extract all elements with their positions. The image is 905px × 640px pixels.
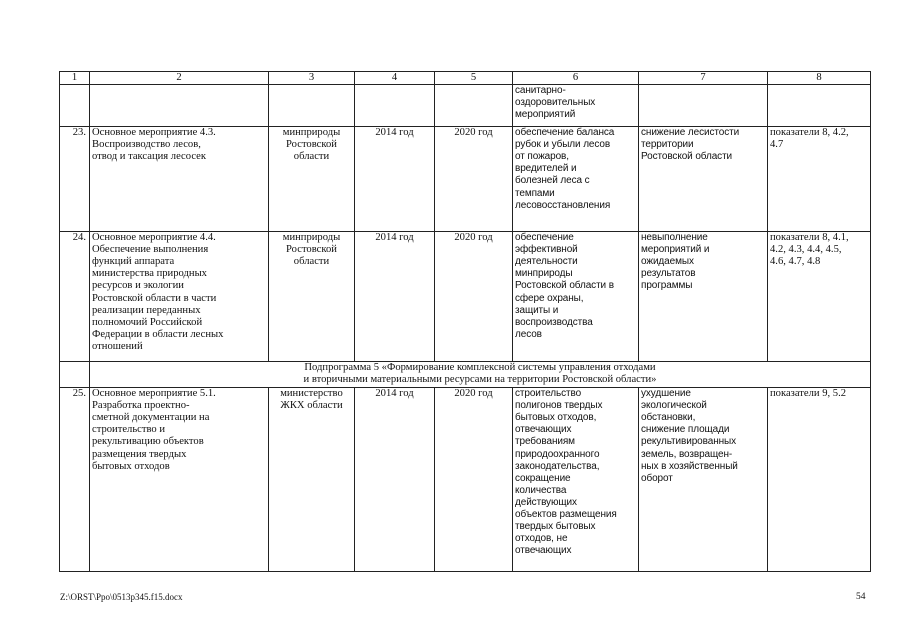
- text-line: от пожаров,: [515, 151, 569, 163]
- start-year-cell: 2014 год: [355, 388, 435, 572]
- executor-cell: [269, 127, 355, 232]
- text-line: отвечающих: [515, 545, 572, 557]
- text-line: действующих: [515, 496, 577, 508]
- table-header-row: [60, 72, 871, 85]
- header-cell: 8: [768, 72, 871, 85]
- text-line: санитарно-: [515, 85, 566, 97]
- consequence-cell: [639, 232, 768, 362]
- consequence-cell: [639, 388, 768, 572]
- text-line: оборот: [641, 472, 673, 484]
- text-line: 4.2, 4.3, 4.4, 4.5,: [770, 244, 842, 256]
- text-line: минприроды: [282, 232, 341, 244]
- page-number: 54: [856, 592, 866, 602]
- text-line: полномочий Российской: [92, 316, 203, 328]
- text-line: земель, возвращен-: [641, 448, 733, 460]
- text-line: показатели 8, 4.2,: [770, 127, 849, 139]
- text-line: обеспечение баланса: [515, 127, 615, 139]
- result-cell: [513, 127, 639, 232]
- text-line: сокращение: [515, 472, 571, 484]
- indicator-link-cell: [768, 127, 871, 232]
- text-line: Ростовской области в части: [92, 292, 217, 304]
- text-line: оздоровительных: [515, 97, 596, 109]
- text-line: Ростовской: [286, 244, 337, 256]
- text-line: сфере охраны,: [515, 292, 584, 304]
- measure-name-cell: [90, 127, 269, 232]
- text-line: экологической: [641, 400, 707, 412]
- text-line: болезней леса с: [515, 175, 590, 187]
- text-line: ных в хозяйственный: [641, 460, 738, 472]
- text-line: территории: [641, 139, 694, 151]
- text-line: бытовых отходов,: [515, 412, 597, 424]
- text-line: министерства природных: [92, 268, 207, 280]
- text-line: 4.6, 4.7, 4.8: [770, 256, 821, 268]
- indicator-link-cell: [768, 388, 871, 572]
- text-line: законодательства,: [515, 460, 600, 472]
- result-cell: [513, 232, 639, 362]
- text-line: вредителей и: [515, 163, 577, 175]
- table-row-continuation: [60, 85, 871, 127]
- text-line: программы: [641, 280, 693, 292]
- table-row-24: [60, 232, 871, 362]
- result-cell: [513, 85, 639, 127]
- text-line: Разработка проектно-: [92, 400, 190, 412]
- measures-table: [59, 71, 871, 572]
- text-line: лесов: [515, 328, 542, 340]
- text-line: объектов размещения: [515, 509, 617, 521]
- text-line: твердых бытовых: [515, 521, 596, 533]
- text-line: воспроизводства: [515, 316, 593, 328]
- text-line: показатели 8, 4.1,: [770, 232, 849, 244]
- header-cell: 1: [60, 72, 90, 85]
- text-line: Ростовской области: [641, 151, 733, 163]
- text-line: рекультивацию объектов: [92, 436, 204, 448]
- text-line: рубок и убыли лесов: [515, 139, 611, 151]
- text-line: 4.7: [770, 139, 784, 151]
- table-row-25: [60, 388, 871, 572]
- text-line: Основное мероприятие 4.3.: [92, 127, 216, 139]
- text-line: ухудшение: [641, 388, 691, 400]
- text-line: функций аппарата: [92, 256, 175, 268]
- indicator-link-cell: [768, 232, 871, 362]
- text-line: строительство: [515, 388, 582, 400]
- file-path: Z:\ORST\Ppo\0513p345.f15.docx: [60, 592, 183, 602]
- text-line: отвечающих: [515, 424, 572, 436]
- text-line: снижение лесистости: [641, 127, 740, 139]
- start-year-cell: 2014 год: [355, 127, 435, 232]
- text-line: темпами: [515, 187, 555, 199]
- text-line: Федерации в области лесных: [92, 328, 224, 340]
- text-line: результатов: [641, 268, 696, 280]
- text-line: Подпрограмма 5 «Формирование комплексной системы управления отходами: [304, 362, 656, 374]
- table-row-23: [60, 127, 871, 232]
- text-line: мероприятий: [515, 109, 576, 121]
- text-line: ожидаемых: [641, 256, 694, 268]
- row-number: 23.: [60, 127, 90, 232]
- text-line: Ростовской: [286, 139, 337, 151]
- header-cell: 5: [435, 72, 513, 85]
- measure-name-cell: [90, 232, 269, 362]
- text-line: отходов, не: [515, 533, 568, 545]
- text-line: обеспечение: [515, 232, 574, 244]
- text-line: отношений: [92, 340, 143, 352]
- row-number: 24.: [60, 232, 90, 362]
- text-line: ЖКХ области: [280, 400, 343, 412]
- text-line: области: [293, 151, 330, 163]
- text-line: Основное мероприятие 5.1.: [92, 388, 216, 400]
- text-line: полигонов твердых: [515, 400, 603, 412]
- header-cell: 7: [639, 72, 768, 85]
- text-line: невыполнение: [641, 232, 708, 244]
- end-year-cell: 2020 год: [435, 127, 513, 232]
- text-line: отвод и таксация лесосек: [92, 151, 206, 163]
- text-line: Обеспечение выполнения: [92, 244, 209, 256]
- text-line: строительство и: [92, 424, 166, 436]
- text-line: Ростовской области в: [515, 280, 614, 292]
- text-line: мероприятий и: [641, 244, 710, 256]
- text-line: эффективной: [515, 244, 578, 256]
- text-line: и вторичными материальными ресурсами на территории Ростовской области»: [303, 374, 657, 386]
- text-line: природоохранного: [515, 448, 600, 460]
- end-year-cell: 2020 год: [435, 388, 513, 572]
- text-line: показатели 9, 5.2: [770, 388, 847, 400]
- result-cell: [513, 388, 639, 572]
- text-line: размещения твердых: [92, 448, 187, 460]
- text-line: Основное мероприятие 4.4.: [92, 232, 216, 244]
- text-line: количества: [515, 484, 567, 496]
- row-number: 25.: [60, 388, 90, 572]
- text-line: области: [293, 256, 330, 268]
- text-line: министерство: [280, 388, 343, 400]
- text-line: защиты и: [515, 304, 559, 316]
- text-line: ресурсов и экологии: [92, 280, 184, 292]
- text-line: лесовосстановления: [515, 199, 611, 211]
- text-line: требованиям: [515, 436, 575, 448]
- executor-cell: [269, 232, 355, 362]
- text-line: деятельности: [515, 256, 578, 268]
- start-year-cell: 2014 год: [355, 232, 435, 362]
- text-line: реализации переданных: [92, 304, 201, 316]
- text-line: Воспроизводство лесов,: [92, 139, 201, 151]
- consequence-cell: [639, 127, 768, 232]
- text-line: рекультивированных: [641, 436, 737, 448]
- header-cell: 2: [90, 72, 269, 85]
- measure-name-cell: [90, 388, 269, 572]
- header-cell: 3: [269, 72, 355, 85]
- subprogram-row: [60, 362, 871, 388]
- text-line: обстановки,: [641, 412, 696, 424]
- header-cell: 6: [513, 72, 639, 85]
- text-line: минприроды: [282, 127, 341, 139]
- text-line: сметной документации на: [92, 412, 210, 424]
- text-line: минприроды: [515, 268, 573, 280]
- text-line: бытовых отходов: [92, 460, 170, 472]
- text-line: снижение площади: [641, 424, 730, 436]
- subprogram-title: [90, 362, 871, 388]
- executor-cell: [269, 388, 355, 572]
- header-cell: 4: [355, 72, 435, 85]
- end-year-cell: 2020 год: [435, 232, 513, 362]
